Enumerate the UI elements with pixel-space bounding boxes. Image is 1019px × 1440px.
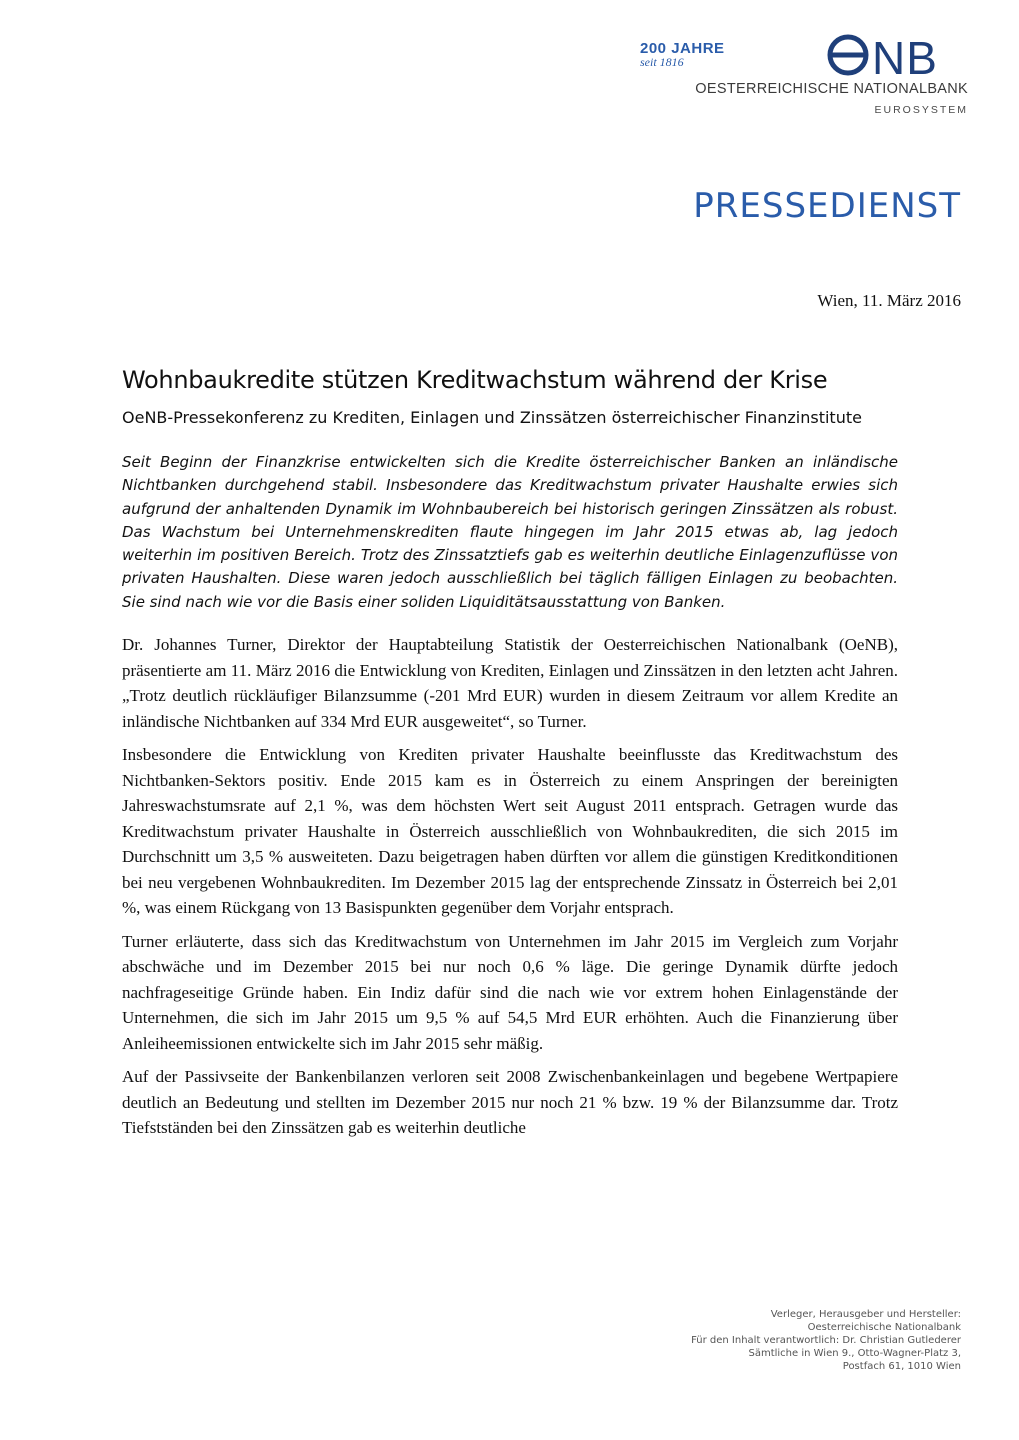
bank-name: OESTERREICHISCHE NATIONALBANK (695, 81, 968, 97)
article-lead: Seit Beginn der Finanzkrise entwickelten sich die Kredite österreichischer Banken an inländische Nichtbanken durchgehend stabil. Insbesondere das Kreditwachstum privater Haushalte erwies sich aufgrund der anhaltenden Dynamik im Wohnbaubereich bei historisch geringen Zinssätzen als robust. Das Wachstum bei Unternehmenskrediten flaute hingegen im Jahr 2015 etwas ab, lag jedoch weiterhin im positiven Bereich. Trotz des Zinssatztiefs gab es weiterhin deutliche Einlagenzuflüsse von privaten Haushalten. Diese waren jedoch ausschließlich bei täglich fälligen Einlagen zu beobachten. Sie sind nach wie vor die Basis einer soliden Liquiditätsausstattung von Banken. (122, 453, 898, 611)
anniversary-mark (640, 40, 770, 70)
body-paragraph-1: Dr. Johannes Turner, Direktor der Hauptabteilung Statistik der Oesterreichischen Nationalbank (OeNB), präsentierte am 11. März 2016 die Entwicklung von Krediten, Einlagen und Zinssätzen in den letzten acht Jahren. „Trotz deutlich rückläufiger Bilanzsumme (-201 Mrd EUR) wurden in diesem Zeitraum vor allem Kredite an inländische Nichtbanken auf 334 Mrd EUR ausgeweitet“, so Turner. (122, 635, 898, 731)
body-paragraph-3: Turner erläuterte, dass sich das Kreditwachstum von Unternehmen im Jahr 2015 im Vergleich zum Vorjahr abschwäche und im Dezember 2015 bei nur noch 0,6 % läge. Die geringe Dynamik dürfte jedoch nachfrageseitige Gründe haben. Ein Indiz dafür sind die nach wie vor extrem hohen Einlagenstände der Unternehmen, die sich im Jahr 2015 um 9,5 % auf 54,5 Mrd EUR erhöhten. Auch die Finanzierung über Anleiheemissionen entwickelte sich im Jahr 2015 sehr mäßig. (122, 931, 898, 1053)
imprint (691, 1308, 961, 1373)
imprint-line: Oesterreichische Nationalbank (807, 1322, 961, 1333)
body-paragraph-4: Auf der Passivseite der Bankenbilanzen verloren seit 2008 Zwischenbankeinlagen und begebene Wertpapiere deutlich an Bedeutung und stellten im Dezember 2015 nur noch 21 % bzw. 19 % der Bilanzsumme dar. Trotz Tiefstständen bei den Zinssätzen gab es weiterhin deutliche (122, 1067, 898, 1138)
imprint-line: Für den Inhalt verantwortlich: Dr. Christian Gutlederer (691, 1335, 961, 1346)
anniversary-years: 200 JAHRE (640, 40, 725, 57)
body-paragraph-2: Insbesondere die Entwicklung von Krediten privater Haushalte beeinflusste das Kreditwachstum des Nichtbanken-Sektors positiv. Ende 2015 kam es in Österreich zu einem Anspringen der bereinigten Jahreswachstumsrate auf 2,1 %, was dem höchsten Wert seit August 2011 entsprach. Getragen wurde das Kreditwachstum privater Haushalte in Österreich ausschließlich von Wohnbaukrediten, die sich 2015 im Durchschnitt um 3,5 % ausweiteten. Dazu beigetragen haben dürften vor allem die günstigen Kreditkonditionen bei neu vergebenen Wohnbaukrediten. Im Dezember 2015 lag der entsprechende Zinssatz in Österreich bei 2,01 %, was einem Rückgang von 13 Basispunkten gegenüber dem Vorjahr entsprach. (122, 745, 898, 918)
imprint-line: Sämtliche in Wien 9., Otto-Wagner-Platz 3, (748, 1348, 961, 1359)
imprint-line: Verleger, Herausgeber und Hersteller: (770, 1309, 961, 1320)
onb-logo (826, 30, 976, 80)
article (122, 366, 898, 1149)
logo-area (640, 30, 970, 120)
article-headline: Wohnbaukredite stützen Kreditwachstum während der Krise (122, 366, 828, 394)
section-title: PRESSEDIENST (693, 186, 961, 226)
eurosystem-label: EUROSYSTEM (874, 104, 968, 116)
svg-text:NB: NB (872, 32, 938, 80)
article-subheadline: OeNB-Pressekonferenz zu Krediten, Einlagen und Zinssätzen österreichischer Finanzinstitute (122, 408, 862, 427)
imprint-line: Postfach 61, 1010 Wien (842, 1361, 961, 1372)
anniversary-since: seit 1816 (640, 55, 684, 69)
article-body (122, 632, 898, 1141)
press-date: Wien, 11. März 2016 (817, 291, 961, 310)
